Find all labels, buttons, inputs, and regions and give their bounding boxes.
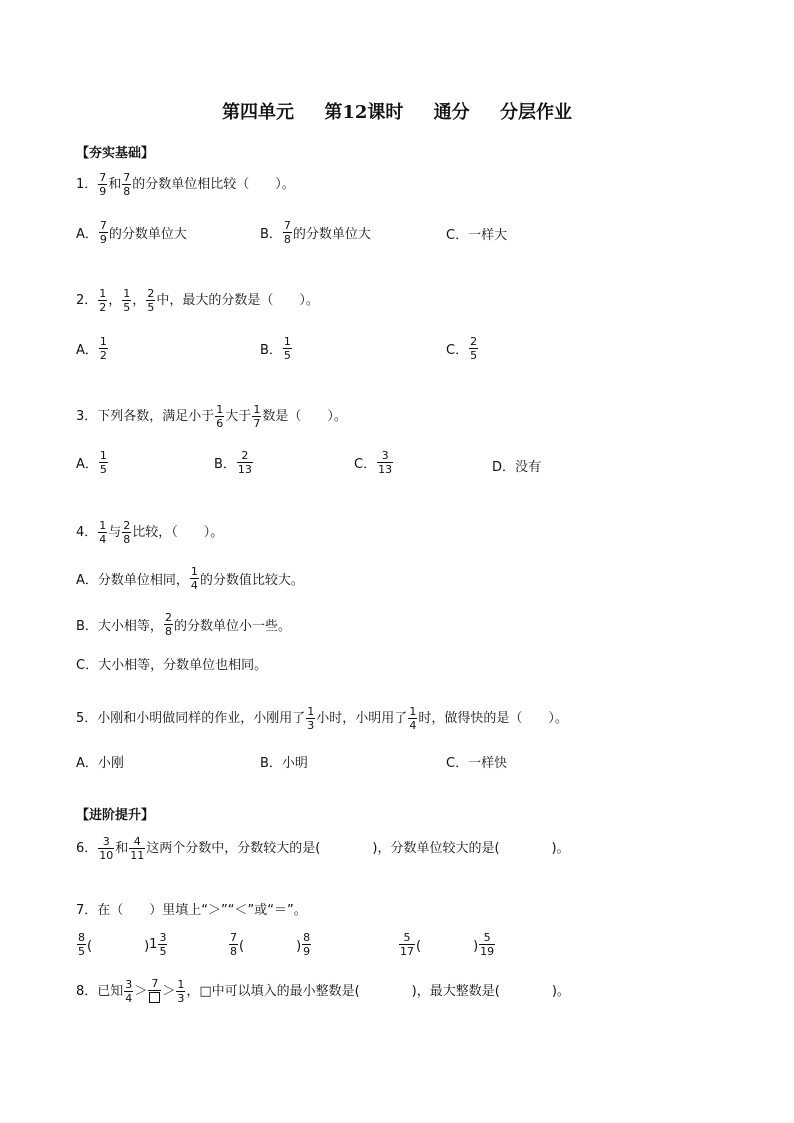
q-num: 3． [76, 409, 98, 424]
denominator: 5 [470, 349, 478, 362]
fraction [98, 836, 114, 861]
numerator: 7 [123, 171, 131, 184]
option-text: 小刚 [97, 756, 124, 771]
fraction [77, 932, 86, 957]
option-text: 的分数单位大 [108, 227, 187, 242]
denominator: 8 [123, 185, 131, 198]
q4-option-c[interactable] [76, 654, 267, 673]
fraction [122, 288, 131, 313]
q-text[interactable]: 这两个分数中，分数较大的是( )，分数单位较大的是( )。 [146, 841, 570, 856]
q7-problem-3[interactable] [398, 932, 496, 957]
question-3 [76, 404, 347, 429]
q-text: 下列各数，满足小于 [97, 409, 215, 424]
q-text: 的分数单位相比较（ ）。 [132, 177, 295, 192]
denominator: 8 [123, 533, 131, 546]
q4-option-b[interactable] [76, 612, 291, 637]
option-label: B． [260, 756, 282, 771]
fraction [99, 450, 108, 475]
numerator: 7 [99, 171, 107, 184]
numerator: 1 [283, 335, 291, 348]
greater-than-sign: ＞ [134, 984, 148, 999]
q-num: 4． [76, 525, 98, 540]
option-text: 分数单位相同， [97, 573, 189, 588]
numerator: 5 [483, 931, 491, 944]
numerator: 1 [99, 335, 107, 348]
q-num: 1． [76, 177, 98, 192]
numerator: 1 [99, 287, 107, 300]
denominator: 13 [378, 463, 393, 476]
fraction [306, 706, 315, 731]
option-label: A． [76, 227, 98, 242]
q-num: 6． [76, 841, 98, 856]
numerator: 2 [470, 335, 478, 348]
fraction [408, 706, 417, 731]
greater-than-sign: ＞ [162, 984, 176, 999]
fraction [176, 979, 185, 1004]
fraction [148, 978, 161, 1005]
answer-blank[interactable]: ( ) [87, 939, 150, 954]
q-text: 大于 [225, 409, 252, 424]
answer-blank[interactable]: ( ) [239, 939, 302, 954]
q5-option-a[interactable] [76, 752, 124, 771]
fraction [229, 932, 238, 957]
answer-blank[interactable]: ( ) [416, 939, 479, 954]
title-lesson: 第12课时 [324, 102, 404, 123]
empty-box-icon[interactable] [149, 992, 160, 1003]
numerator: 3 [102, 835, 110, 848]
fraction [252, 404, 261, 429]
q1-option-c[interactable] [446, 224, 507, 243]
q3-option-a[interactable] [76, 450, 109, 475]
q-text[interactable]: ，□中可以填入的最小整数是( )，最大整数是( )。 [186, 984, 570, 999]
option-label: A． [76, 343, 98, 358]
numerator: 2 [147, 287, 155, 300]
numerator: 1 [99, 449, 107, 462]
q-text: 数是（ ）。 [262, 409, 347, 424]
option-text: 一样快 [468, 756, 508, 771]
question-8 [76, 978, 570, 1005]
denominator: 8 [230, 945, 237, 958]
q-text: 小刚和小明做同样的作业，小刚用了 [97, 711, 306, 726]
denominator: 11 [130, 849, 145, 862]
denominator: 5 [159, 945, 167, 958]
denominator: 8 [283, 233, 291, 246]
denominator: 19 [480, 945, 495, 958]
numerator: 1 [177, 978, 185, 991]
q7-problem-2[interactable] [228, 932, 312, 957]
q1-option-a[interactable] [76, 220, 187, 245]
denominator: 10 [99, 849, 114, 862]
denominator: 4 [190, 579, 198, 592]
denominator [148, 990, 161, 1005]
denominator: 13 [237, 463, 252, 476]
numerator: 7 [99, 219, 107, 232]
denominator: 5 [283, 349, 291, 362]
denominator: 9 [303, 945, 311, 958]
denominator: 5 [99, 463, 107, 476]
denominator: 9 [99, 233, 107, 246]
q1-option-b[interactable] [260, 220, 371, 245]
option-text: 大小相等， [97, 619, 163, 634]
denominator: 8 [164, 625, 172, 638]
fraction [129, 836, 145, 861]
option-text: 的分数单位小一些。 [173, 619, 291, 634]
numerator: 2 [123, 519, 131, 532]
denominator: 3 [307, 719, 315, 732]
numerator: 4 [133, 835, 141, 848]
numerator: 7 [151, 977, 159, 990]
fraction [469, 336, 478, 361]
question-6 [76, 836, 570, 861]
option-label: B． [260, 227, 282, 242]
q3-option-b[interactable] [214, 450, 254, 475]
numerator: 3 [381, 449, 389, 462]
fraction [146, 288, 155, 313]
whole-number: 1 [149, 937, 158, 952]
q3-option-c[interactable] [354, 450, 394, 475]
numerator: 1 [409, 705, 417, 718]
fraction [302, 932, 311, 957]
option-label: C． [76, 658, 99, 673]
fraction [237, 450, 253, 475]
q-text: 和 [108, 177, 122, 192]
option-text: 的分数单位大 [292, 227, 371, 242]
q5-option-c[interactable] [446, 752, 507, 771]
numerator: 2 [241, 449, 249, 462]
option-text: 没有 [515, 460, 542, 475]
fraction [283, 220, 292, 245]
title-topic: 通分 [433, 102, 470, 123]
option-text: 一样大 [468, 228, 508, 243]
q-num: 2． [76, 293, 98, 308]
q-num: 5． [76, 711, 98, 726]
numerator: 1 [99, 519, 107, 532]
option-label: A． [76, 457, 98, 472]
question-2 [76, 288, 319, 313]
option-label: D． [492, 460, 516, 475]
q-text: 中，最大的分数是（ ）。 [156, 293, 319, 308]
option-label: C． [446, 756, 469, 771]
fraction [99, 220, 108, 245]
q-num: 8． [76, 984, 98, 999]
option-label: B． [214, 457, 236, 472]
fraction [124, 979, 133, 1004]
q-text: ， [132, 293, 146, 308]
numerator: 1 [307, 705, 315, 718]
fraction [215, 404, 224, 429]
numerator: 8 [78, 931, 85, 944]
denominator: 2 [99, 301, 107, 314]
denominator: 4 [409, 719, 417, 732]
question-4 [76, 520, 223, 545]
q-text: 比较，（ ）。 [132, 525, 224, 540]
option-label: A． [76, 573, 98, 588]
q3-option-d[interactable] [492, 456, 541, 475]
denominator: 7 [253, 417, 261, 430]
fraction [98, 172, 107, 197]
numerator: 7 [230, 931, 237, 944]
fraction [99, 336, 108, 361]
q5-option-b[interactable] [260, 752, 308, 771]
option-label: B． [76, 619, 98, 634]
fraction [98, 520, 107, 545]
numerator: 1 [123, 287, 131, 300]
question-5 [76, 706, 568, 731]
numerator: 3 [125, 978, 133, 991]
q-text: 在（ ）里填上“＞”“＜”或“＝”。 [97, 903, 307, 918]
fraction [283, 336, 292, 361]
fraction [399, 932, 415, 957]
fraction [98, 288, 107, 313]
q-text: 小时，小明用了 [316, 711, 408, 726]
option-label: C． [446, 228, 469, 243]
section-basic: 【夯实基础】 [76, 146, 155, 161]
option-label: A． [76, 756, 98, 771]
option-label: B． [260, 343, 282, 358]
question-7 [76, 904, 307, 917]
option-text: 大小相等，分数单位也相同。 [98, 658, 268, 673]
numerator: 1 [253, 403, 261, 416]
denominator: 2 [99, 349, 107, 362]
q-text: 与 [108, 525, 122, 540]
fraction [190, 566, 199, 591]
denominator: 3 [177, 992, 185, 1005]
fraction [377, 450, 393, 475]
q2-option-b[interactable] [260, 336, 293, 361]
q-text: ， [108, 293, 122, 308]
option-label: C． [354, 457, 377, 472]
denominator: 5 [78, 945, 85, 958]
fraction [122, 520, 131, 545]
denominator: 6 [216, 417, 224, 430]
denominator: 9 [99, 185, 107, 198]
denominator: 4 [99, 533, 107, 546]
q7-problem-1[interactable] [76, 932, 168, 957]
denominator: 5 [123, 301, 131, 314]
title-unit: 第四单元 [222, 102, 295, 123]
question-1 [76, 172, 295, 197]
numerator: 8 [303, 931, 311, 944]
page-title [0, 98, 794, 124]
fraction [479, 932, 495, 957]
fraction [158, 932, 167, 957]
numerator: 7 [283, 219, 291, 232]
denominator: 4 [125, 992, 133, 1005]
numerator: 3 [159, 931, 167, 944]
numerator: 2 [164, 611, 172, 624]
q-text: 时，做得快的是（ ）。 [418, 711, 568, 726]
option-label: C． [446, 343, 469, 358]
q-text: 已知 [97, 984, 124, 999]
numerator: 1 [190, 565, 198, 578]
section-advanced: 【进阶提升】 [76, 808, 155, 823]
q2-option-c[interactable] [446, 336, 479, 361]
q-num: 7． [76, 903, 98, 918]
fraction [122, 172, 131, 197]
numerator: 1 [216, 403, 224, 416]
option-text: 小明 [281, 756, 308, 771]
fraction [164, 612, 173, 637]
denominator: 5 [147, 301, 155, 314]
option-text: 的分数值比较大。 [199, 573, 304, 588]
numerator: 5 [403, 931, 411, 944]
denominator: 17 [400, 945, 414, 958]
q2-option-a[interactable] [76, 336, 109, 361]
title-type: 分层作业 [499, 102, 572, 123]
q-text: 和 [115, 841, 129, 856]
q4-option-a[interactable] [76, 566, 304, 591]
